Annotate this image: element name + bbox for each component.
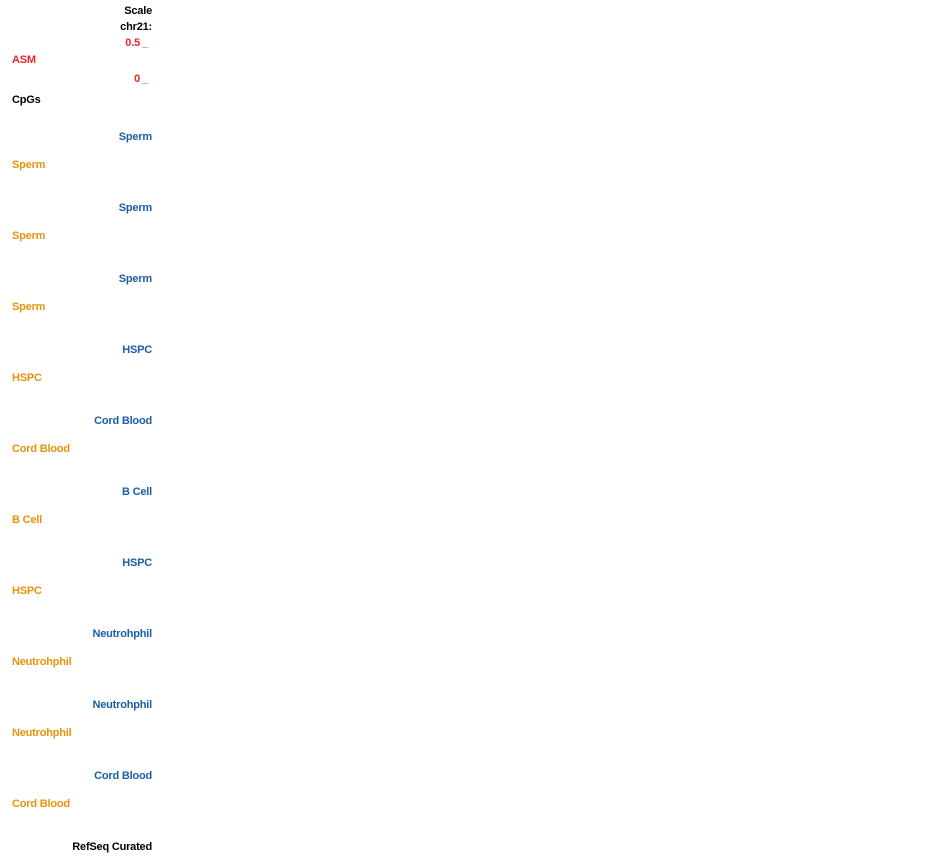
track-right-label-5[interactable]: Cord Blood <box>94 415 152 427</box>
track-left-label-6[interactable]: B Cell <box>12 514 42 526</box>
track-left-label-10[interactable]: Cord Blood <box>12 798 70 810</box>
track-left-label-5[interactable]: Cord Blood <box>12 443 70 455</box>
track-right-label-3[interactable]: Sperm <box>118 273 152 285</box>
track-label-refseq-curated[interactable]: RefSeq Curated <box>72 841 152 853</box>
track-left-label-2[interactable]: Sperm <box>12 230 46 242</box>
track-left-label-7[interactable]: HSPC <box>12 585 42 597</box>
track-label-asm[interactable]: ASM <box>12 54 36 66</box>
scale-label: Scale <box>124 5 152 17</box>
track-right-label-6[interactable]: B Cell <box>122 486 152 498</box>
track-left-label-4[interactable]: HSPC <box>12 372 42 384</box>
asm-axis-min-tick: _ <box>142 73 149 85</box>
track-left-label-9[interactable]: Neutrohphil <box>12 727 72 739</box>
asm-axis-min: 0 <box>134 73 140 85</box>
track-right-label-2[interactable]: Sperm <box>118 202 152 214</box>
asm-axis-max: 0.5 <box>125 37 140 49</box>
track-left-label-8[interactable]: Neutrohphil <box>12 656 72 668</box>
chromosome-label: chr21: <box>120 21 152 33</box>
track-label-cpgs[interactable]: CpGs <box>12 94 41 106</box>
track-right-label-8[interactable]: Neutrohphil <box>92 628 152 640</box>
track-right-label-1[interactable]: Sperm <box>118 131 152 143</box>
track-left-label-1[interactable]: Sperm <box>12 159 46 171</box>
track-right-label-7[interactable]: HSPC <box>122 557 152 569</box>
track-right-label-9[interactable]: Neutrohphil <box>92 699 152 711</box>
asm-axis-max-tick: _ <box>142 37 149 49</box>
track-right-label-10[interactable]: Cord Blood <box>94 770 152 782</box>
track-left-label-3[interactable]: Sperm <box>12 301 46 313</box>
track-right-label-4[interactable]: HSPC <box>122 344 152 356</box>
